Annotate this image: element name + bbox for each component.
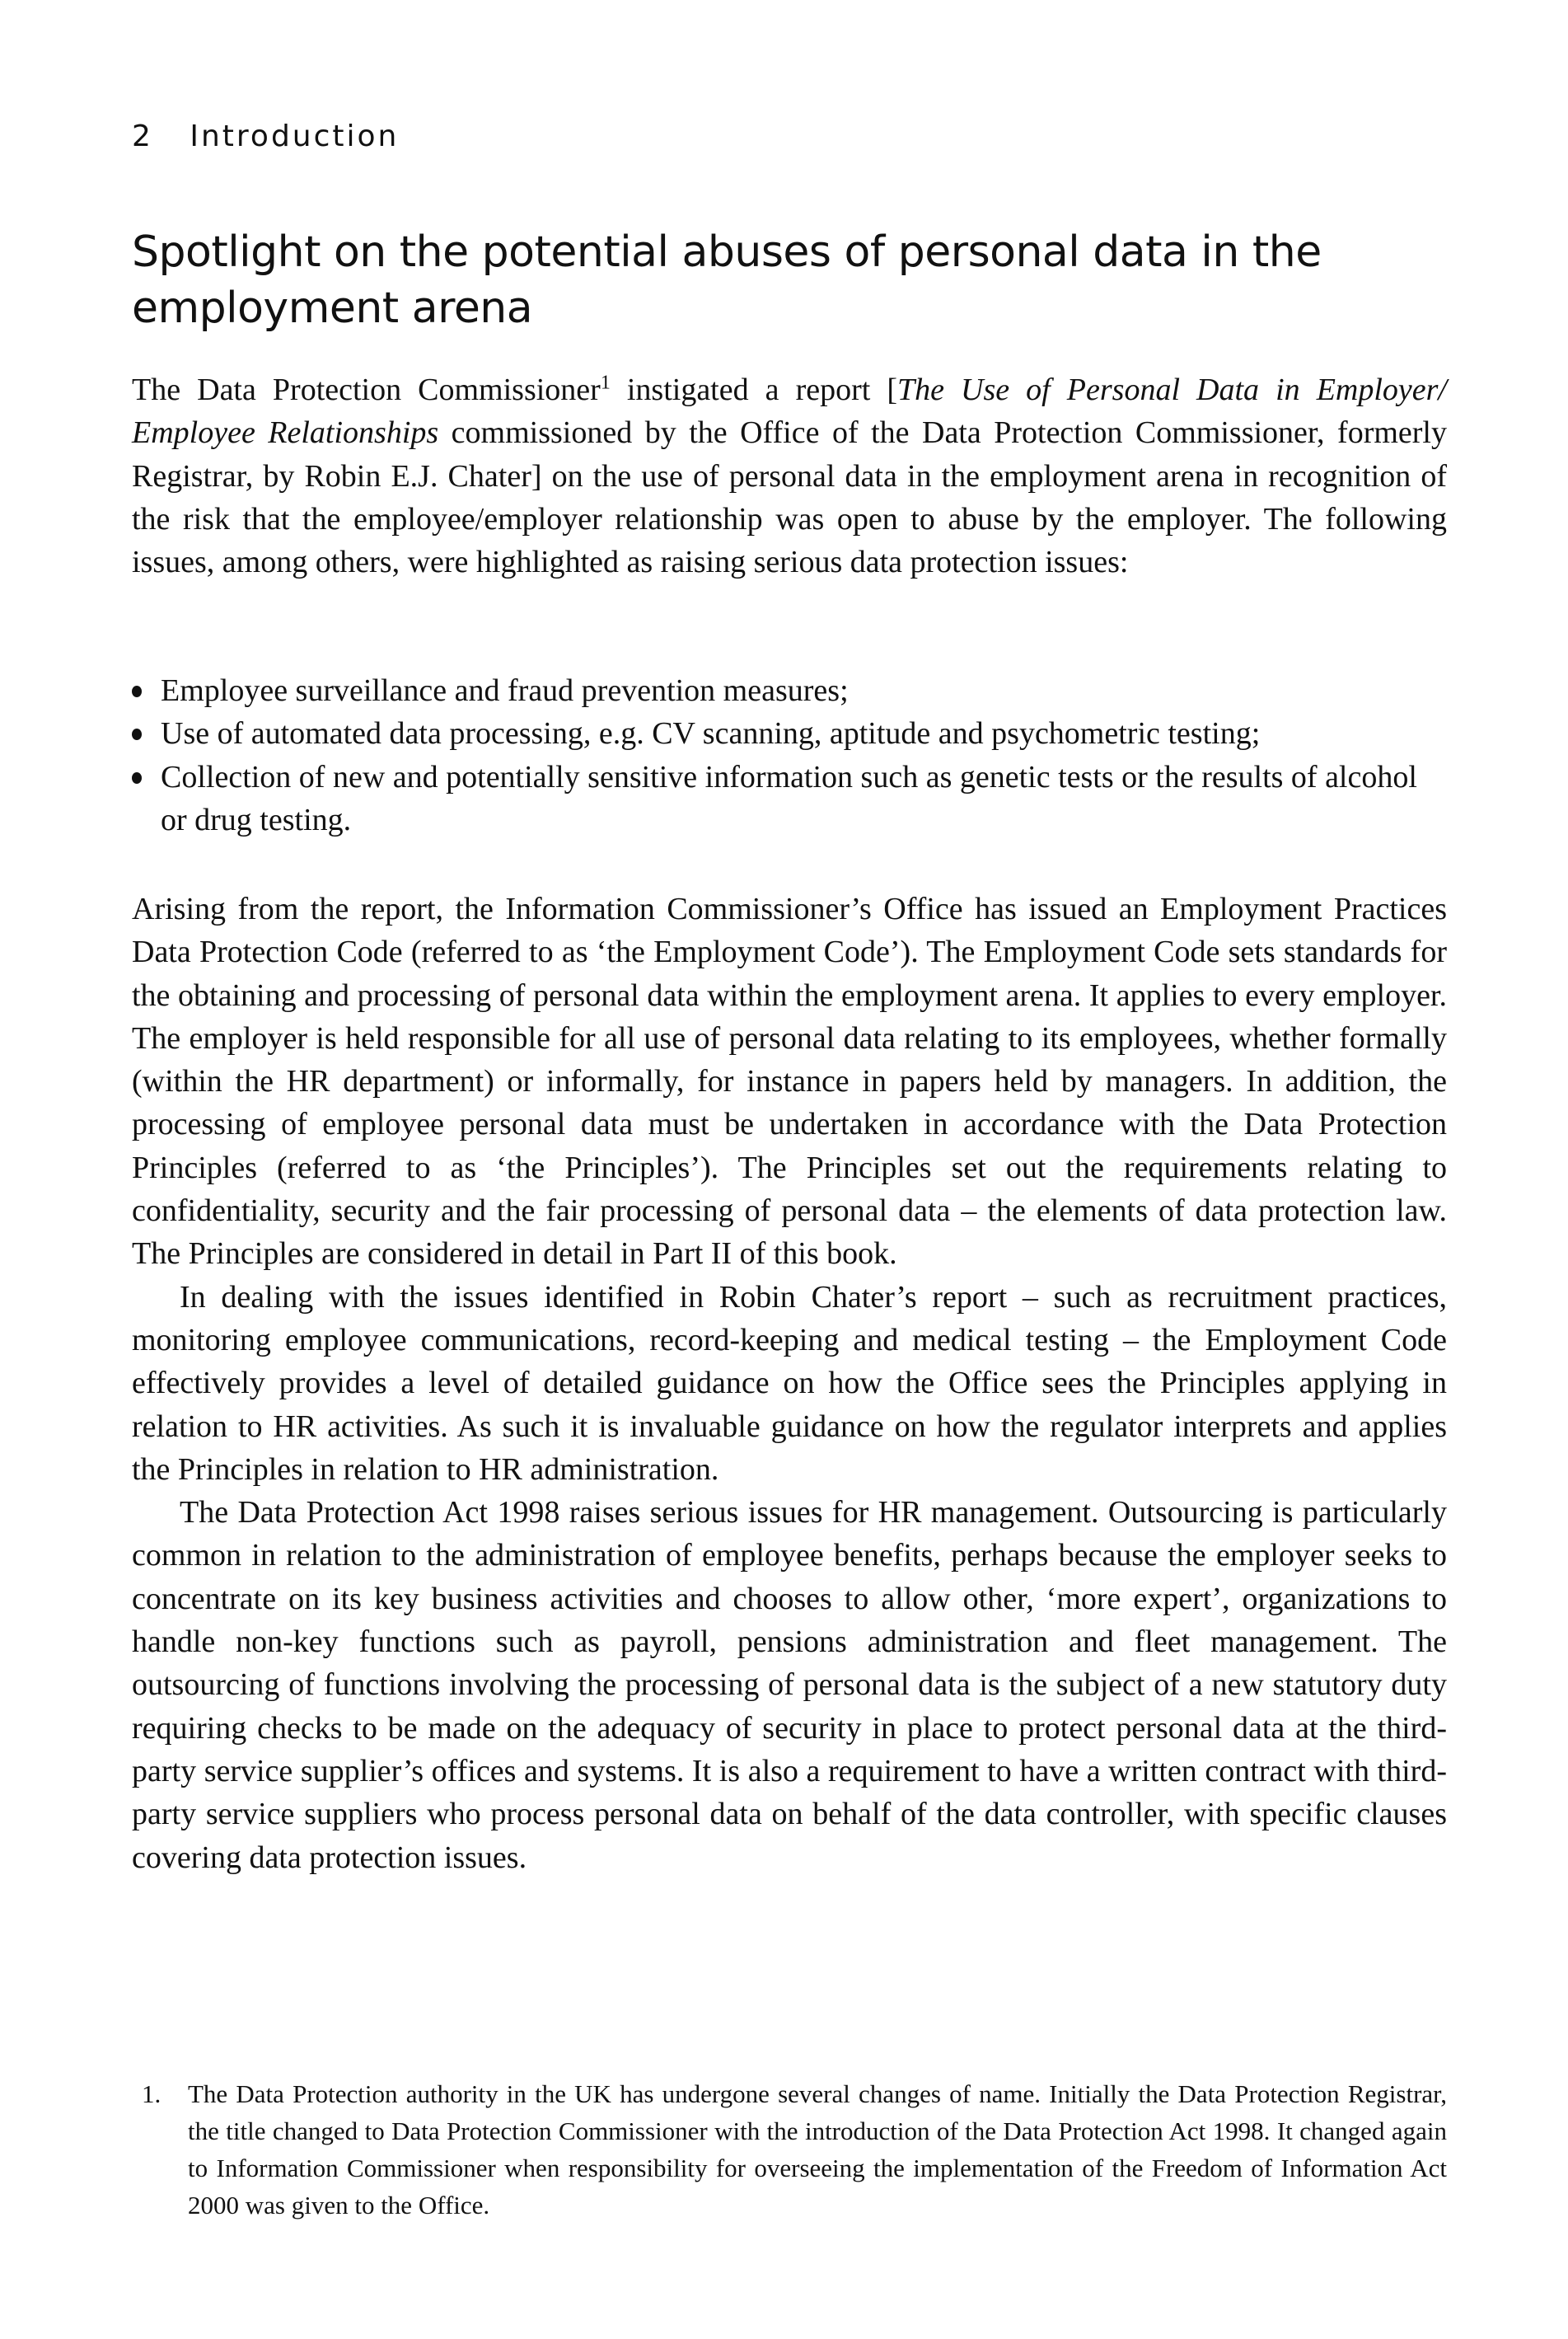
body-section [132,888,1447,1879]
report-title: The Use of Personal Data in Employer/ Employee Relationships [132,373,1447,451]
footnote [132,2075,1447,2224]
footnote-text: The Data Protection authority in the UK has undergone several changes of name. Initially the Data Protection Registrar, the title changed to Data Protection Commissioner with the introduction of the Data Protection Act 1998. It changed again to Information Commissioner when responsibility for overseeing the implementation of the Freedom of Information Act 2000 was given to the Office. [188,2079,1447,2219]
bullet-icon [132,729,142,740]
list-item-text: Use of automated data processing, e.g. CV scanning, aptitude and psychometric testing; [161,716,1261,752]
footnote-number: 1. [142,2079,161,2108]
list-item [132,756,1447,842]
paragraph: The Data Protection Act 1998 raises serious issues for HR management. Outsourcing is particularly common in relation to the administration of employee benefits, perhaps because the employer seeks to concentrate on its key business activities and chooses to allow other, ‘more expert’, organizations to handle non-key functions such as payroll, pensions administration and fleet management. The outsourcing of functions involving the processing of personal data is the subject of a new statutory duty requiring checks to be made on the adequacy of security in place to protect personal data at the third-party service supplier’s offices and systems. It is also a requirement to have a written contract with third-party service suppliers who process personal data on behalf of the data controller, with specific clauses covering data protection issues. [132,1495,1447,1875]
section-name: Introduction [190,120,400,153]
list-item-text: Collection of new and potentially sensitive information such as genetic tests or the results of alcohol or drug testing. [161,759,1417,837]
footnote-reference: 1 [600,372,611,394]
intro-text-rest: commissioned by the Office of the Data Protection Commissioner, formerly Registrar, by Robin E.J. Chater] on the use of personal data in the employment arena in recognition of the risk that the employee/employer relationship was open to abuse by the employer. The following issues, among others, were highlighted as raising serious data protection issues: [132,415,1447,580]
list-item [132,712,1447,755]
intro-text-start: The Data Protection Commissioner [132,373,601,407]
issues-list [132,669,1447,841]
page-number: 2 [132,120,153,153]
bullet-icon [132,686,142,697]
running-head [132,120,399,153]
intro-paragraph [132,368,1447,584]
list-item [132,669,1447,712]
section-title: Spotlight on the potential abuses of personal data in the employment arena [132,227,1322,333]
paragraph: Arising from the report, the Information Commissioner’s Office has issued an Employment Practices Data Protection Code (referred to as ‘the Employment Code’). The Employment Code sets standards for the obtaining and processing of personal data within the employment arena. It applies to every employer. The employer is held responsible for all use of personal data relating to its employees, whether formally (within the HR department) or informally, for instance in papers held by managers. In addition, the processing of employee personal data must be undertaken in accordance with the Data Protection Principles (referred to as ‘the Principles’). The Principles set out the requirements relating to confidentiality, security and the fair processing of personal data – the elements of data protection law. The Principles are considered in detail in Part II of this book. [132,892,1447,1272]
list-item-text: Employee surveillance and fraud prevention measures; [161,673,849,708]
bullet-icon [132,772,142,784]
paragraph: In dealing with the issues identified in Robin Chater’s report – such as recruitment practices, monitoring employee communications, record-keeping and medical testing – the Employment Code effectively provides a level of detailed guidance on how the Office sees the Principles applying in relation to HR activities. As such it is invaluable guidance on how the regulator interprets and applies the Principles in relation to HR administration. [132,1279,1447,1487]
intro-text-mid: instigated a report [ [610,373,897,407]
